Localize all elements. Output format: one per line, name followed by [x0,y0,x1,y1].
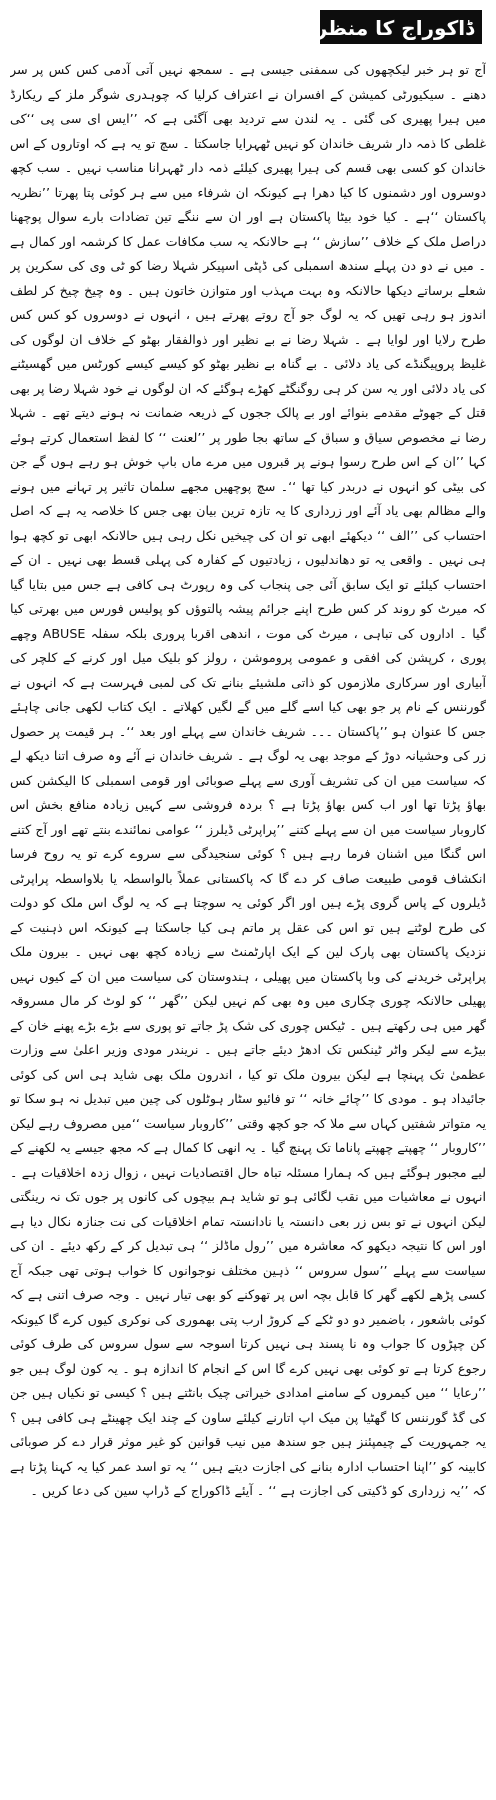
article-text: آج تو ہر خبر لیکچھوں کی سمفنی جیسی ہے ۔ سمجھ نہیں آتی آدمی کس کس پر سر دھنے ۔ سیکیورٹی کمیشن کے افسران نے اعتراف کرلیا کہ چوہدری شوگر ملز کے ریکارڈ میں ہیرا پھیری کی گئی ۔ یہ لندن سے تردید بھی آگئی ہے کہ ’’ایس ای سی پی ‘‘کی غلطی کا ذمہ دار شریف خاندان کو نہیں ٹھہرایا جاسکتا ۔ سچ تو یہ ہے کہ اوتاروں کے اس خاندان کو کسی بھی قسم کی ہیرا پھیری کیلئے ذمہ دار ٹھہرانا مناسب نہیں ۔ سب کچھ دوسروں اور دشمنوں کا کیا دھرا ہے کیونکہ ان شرفاء میں سے ہر کوئی پتا پھرتا ’’نظریہ پاکستان ‘‘ہے ۔ کیا خود بیٹا پاکستان ہے اور ان سے ننگے تین تضادات بارے سوال پوچھنا دراصل ملک کے خلاف ’’سازش ‘‘ ہے حالانکہ یہ سب مکافات عمل کا کرشمہ اور کمال ہے ۔ میں نے دو دن پہلے سندھ اسمبلی کی ڈپٹی اسپیکر شہلا رضا کو ٹی وی کی سکرین پر شعلے برساتے دیکھا حالانکہ وہ بہت مہذب اور متوازن خاتون ہیں ۔ وہ چیخ چیخ کر لطف اندوز ہو رہی تھیں کہ یہ لوگ جو آج روتے پھرتے ہیں ، انہوں نے دوسروں کو کس کس طرح رلایا اور لوایا ہے ۔ شہلا رضا نے بے نظیر اور ذوالفقار بھٹو کے خلاف ان لوگوں کی غلیظ پروپیگنڈے کی یاد دلائی ۔ بے گناہ بے نظیر بھٹو کو کیسے کیسے کورٹس میں گھسیٹنے کی یاد دلائی اور یہ سن کر ہی روگنگٹے کھڑے ہوگئے کہ ان لوگوں نے خود شہلا رضا پر بھی قتل کے جھوٹے مقدمے بنوائے اور بے پالک ججوں کے ذریعہ ضمانت نہ ہونے دیتے تھے ۔ شہلا رضا نے مخصوص سیاق و سباق کے ساتھ بجا طور پر ’’لعنت ‘‘ کا لفظ استعمال کرتے ہوئے کہا ’’ان کے اس طرح رسوا ہونے پر قبروں میں مرے ماں باپ خوش ہو رہے ہوں گے جن کی بیٹی کو انہوں نے دربدر کیا تھا ‘‘۔ سچ پوچھیں مجھے سلمان تاثیر پر تہانے میں ہونے والے مظالم بھی یاد آئے اور زرداری کا یہ تازہ ترین بیان بھی جس کا خلاصہ یہ ہے کہ اصل احتساب کی ’’الف ‘‘ دیکھئے ابھی تو ان کی چیخیں نکل رہی ہیں حالانکہ ابھی تو کچھ ہوا ہی نہیں ۔ واقعی یہ تو دھاندلیوں ، زیادتیوں کے کفارہ کی پہلی قسط بھی نہیں ۔ ان کے احتساب کیلئے تو ایک سابق آئی جی پنجاب کی وہ رپورٹ ہی کافی ہے جس میں بتایا گیا کہ میرٹ کو روند کر کس طرح اپنے جرائم پیشہ پالتوؤں کو پولیس فورس میں بھرتی کیا گیا ۔ اداروں کی تباہی ، میرٹ کی موت ، اندھی اقربا پروری بلکہ سفلہ ABUSE وچھے پوری ، کرپشن کی افقی و عمومی پروموشن ، رولز کو بلیک میل اور کرنے کے کلچر کی آبیاری اور سرکاری ملازموں کو ذاتی ملشیئے بنانے تک کی لمبی فہرست ہے کہ انہوں نے گورننس کے نام پر جو بھی کیا اسے گلے میں گے لگیں کھلاتے ۔ ایک کتاب لکھی جانی چاہئے جس کا عنوان ہو ’’پاکستان ۔۔۔ شریف خاندان سے پہلے اور بعد ‘‘۔ ہر قیمت پر حصول زر کی وحشیانہ دوڑ کے موجد بھی یہ لوگ ہے ۔ شریف خاندان نے آئے وہ صرف اتنا دیکھ لے کہ سیاست میں ان کی تشریف آوری سے پہلے صوبائی اور قومی اسمبلی کا الیکشن کس بھاؤ پڑتا تھا اور اب کس بھاؤ پڑتا ہے ؟ بردہ فروشی سے کہیں زیادہ منافع بخش اس کاروبار سیاست میں ان سے پہلے کتنے ’’پراپرٹی ڈیلرز ‘‘ عوامی نمائندے بنتے تھے اور آج کتنے اس گنگا میں اشنان فرما رہے ہیں ؟ کوئی سنجیدگی سے سروے کرے تو یہ روح فرسا انکشاف قومی طبیعت صاف کر دے گا کہ پاکستانی عملاً بالواسطہ یا بلاواسطہ پراپرٹی ڈیلروں کے پاس گروی پڑے ہیں اور اگر کوئی یہ سوچتا ہے کہ یہ لوگ اس ملک کو دولت کی طرح لوٹتے ہیں تو اس کی عقل پر ماتم ہی کیا جاسکتا ہے کیونکہ اس ذہنیت کے نزدیک پاکستان بھی پارک لین کے ایک اپارٹمنٹ سے زیادہ کچھ بھی نہیں ۔ بیرون ملک پراپرٹی خریدنے کی وبا پاکستان میں پھیلی ، ہندوستان کی سیاست میں ان کے کیوں نہیں پھیلی حالانکہ چوری چکاری میں وہ بھی کم نہیں لیکن ’’گھر ‘‘ کو لوٹ کر مال مسروقہ گھر میں ہی رکھتے ہیں ۔ ٹیکس چوری کی شک پڑ جاتے تو پوری سے بڑے بڑے پھنے خان کے بیڑے سے لیکر واٹر ٹینکس تک ادھڑ دیئے جاتے ہیں ۔ نریندر مودی وزیر اعلیٰ سے وزارت عظمیٰ تک پہنچا ہے لیکن بیرون ملک تو کیا ، اندرون ملک بھی شاید ہی اس کی کوئی جائیداد ہو ۔ مودی کا ’’چائے خانہ ‘‘ تو فائیو سٹار ہوٹلوں کی چین میں تبدیل نہ ہو سکا تو یہ متواتر شفتیں کہاں سے ملا کہ جو کچھ وقتی ’’کاروبار سیاست ‘‘میں مصروف رہے لیکن ’’کاروبار ‘‘ چھپتے چھپتے پاناما تک پہنچ گیا ۔ یہ انھی کا کمال ہے کہ مجھ جیسے یہ لکھنے کے لیے مجبور ہوگئے ہیں کہ ہمارا مسئلہ تباہ حال اقتصادیات نہیں ، زوال زدہ اخلاقیات ہے ۔ انہوں نے معاشیات میں نقب لگائی ہو تو شاید ہم بیچوں کی کانوں پر جوں تک نہ رینگتی لیکن انہوں نے تو بس زر بعی دانستہ یا نادانستہ تمام اخلاقیات کی نت جنازہ نکال دیا ہے اور اس کا نتیجہ دیکھو کہ معاشرہ میں ’’رول ماڈلز ‘‘ ہی تبدیل کر کے رکھ دیئے ۔ ان کی سیاست سے پہلے ’’سول سروس ‘‘ ذہین مختلف نوجوانوں کا خواب ہوتی تھی جبکہ آج کسی پڑھے لکھے گھر کا قابل بچہ اس پر تھوکنے کو بھی تیار نہیں ۔ وجہ صرف اتنی ہے کہ کوئی باشعور ، باضمیر دو دو ٹکے کے کروڑ ارب پتی بھموری کی نوکری کیوں کرے گا کیونکہ کن چپڑوں کا جواب وہ نا پسند ہی نہیں کرتا اسوجہ سے سول سروس کی طرف کوئی رجوع کرتا ہے تو کوئی بھی نہیں کرے گا اس کے انجام کا اندازہ ہو ۔ یہ کون لوگ ہیں جو ’’رعایا ‘‘ میں کیمروں کے سامنے امدادی خیراتی چیک بانٹتے ہیں ؟ کیسی تو نکیاں ہیں جن کی گڈ گورننس کا گھٹیا پن میک اپ اتارنے کیلئے ساون کے چند ایک چھینٹے ہی کافی ہیں ؟ یہ جمہوریت کے چیمپئنز ہیں جو سندھ میں نیب قوانین کو غیر موثر قرار دے کر صوبائی کابینہ کو ’’اپنا احتساب ادارہ بنانے کی اجازت دیتے ہیں ‘‘ یہ تو اسد عمر کیا یہ کہنا پڑتا ہے کہ ’’یہ زرداری کو ڈکیتی کی اجازت ہے ‘‘ ۔ آیئے ڈاکوراج کے ڈراپ سین کی دعا کریں ۔ [10,62,486,1498]
column-title: ڈاکوراج کا منظر نامہ [269,16,474,40]
column-body [10,58,486,1793]
column-header [0,0,496,54]
